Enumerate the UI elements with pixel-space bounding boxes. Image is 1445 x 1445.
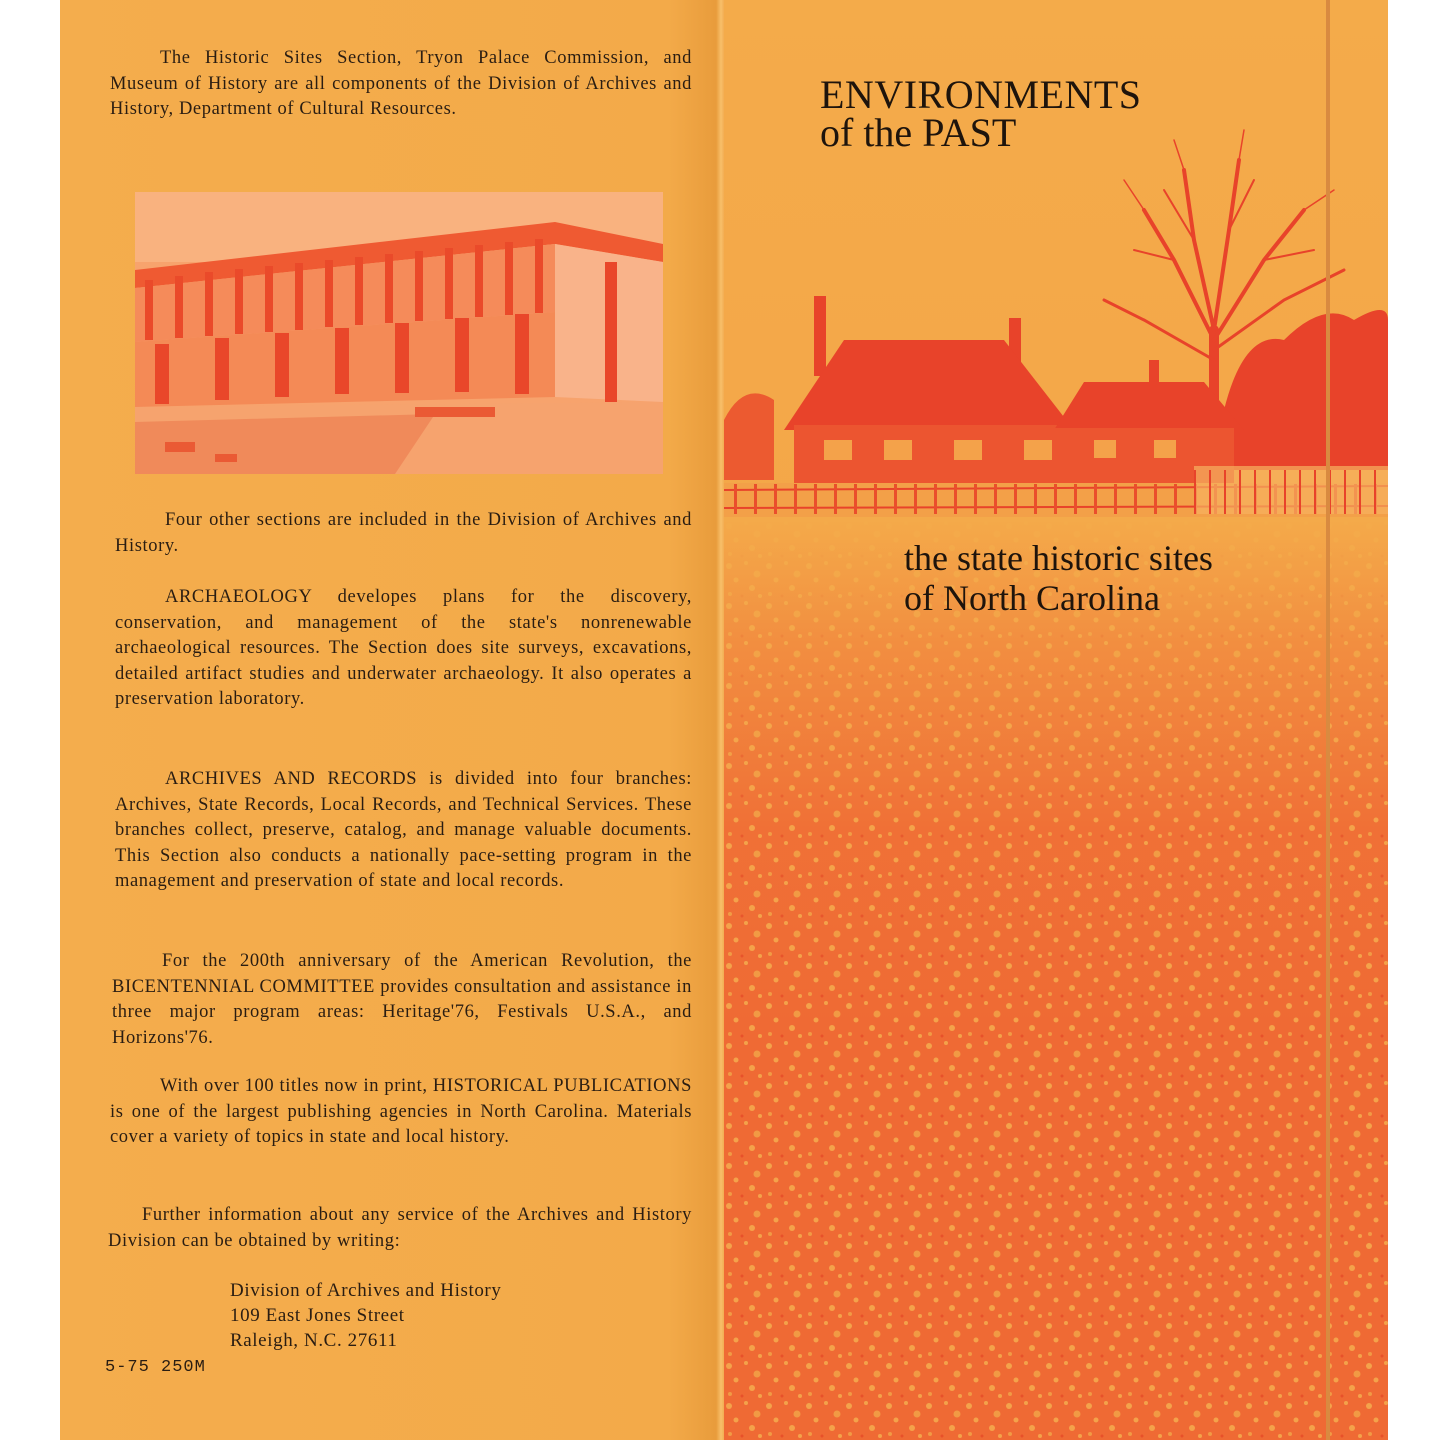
homestead-illustration bbox=[724, 0, 1388, 1440]
bicentennial-heading: BICENTENNIAL COMMITTEE bbox=[112, 976, 375, 997]
address-line-1: Division of Archives and History bbox=[230, 1280, 502, 1301]
print-code: 5-75 250M bbox=[105, 1358, 206, 1377]
cover-subtitle-line-2: of North Carolina bbox=[904, 578, 1160, 618]
building-illustration bbox=[135, 192, 663, 474]
sections-intro-paragraph: Four other sections are included in the Division of Archives and History. bbox=[115, 510, 692, 556]
cover-panel bbox=[724, 0, 1388, 1440]
archives-heading: ARCHIVES AND RECORDS bbox=[165, 769, 418, 789]
publications-heading: HISTORICAL PUBLICATIONS bbox=[432, 1076, 692, 1096]
further-info-paragraph: Further information about any service of the Archives and History Division can be obtained by writing: bbox=[108, 1205, 692, 1251]
sheet-right-edge bbox=[1326, 0, 1330, 1440]
archaeology-paragraph: ARCHAEOLOGY developes plans for the discovery, conservation, and management of the state's nonrenewable archaeological resources. The Section does site surveys, excavations, detailed artifact studies and underwater archaeology. It also operates a preservation laboratory. bbox=[115, 587, 692, 709]
address-line-2: 109 East Jones Street bbox=[230, 1305, 405, 1326]
address-line-3: Raleigh, N.C. 27611 bbox=[230, 1330, 398, 1351]
cover-subtitle bbox=[904, 538, 1213, 618]
bicentennial-paragraph: For the 200th anniversary of the American Revolution, the BICENTENNIAL COMMITTEE provides consultation and assistance in three major program areas: Heritage'76, Festivals U.S.A., and Horizons'76. bbox=[112, 951, 693, 1048]
mailing-address bbox=[230, 1278, 501, 1353]
intro-paragraph: The Historic Sites Section, Tryon Palace Commission, and Museum of History are all components of the Division of Archives and History, Department of Cultural Resources. bbox=[110, 48, 692, 119]
museum-building-photo bbox=[135, 192, 663, 474]
left-panel bbox=[60, 0, 722, 1440]
cover-title bbox=[820, 72, 1142, 155]
publications-paragraph: With over 100 titles now in print, HISTORICAL PUBLICATIONS is one of the largest publishing agencies in North Carolina. Materials cover a variety of topics in state and local history. bbox=[110, 1076, 692, 1147]
cover-subtitle-line-1: the state historic sites bbox=[904, 538, 1213, 578]
archaeology-heading: ARCHAEOLOGY bbox=[165, 587, 312, 607]
cover-title-line-2: of the PAST bbox=[820, 110, 1017, 155]
archives-paragraph: ARCHIVES AND RECORDS is divided into four branches: Archives, State Records, Local Records, and Technical Services. These branches collect, preserve, catalog, and manage valuable documents. This Section also conducts a nationally pace-setting program in the management and preservation of state and local records. bbox=[115, 769, 692, 891]
cover-title-line-1: ENVIRONMENTS bbox=[820, 72, 1142, 117]
brochure-sheet bbox=[60, 0, 1388, 1440]
